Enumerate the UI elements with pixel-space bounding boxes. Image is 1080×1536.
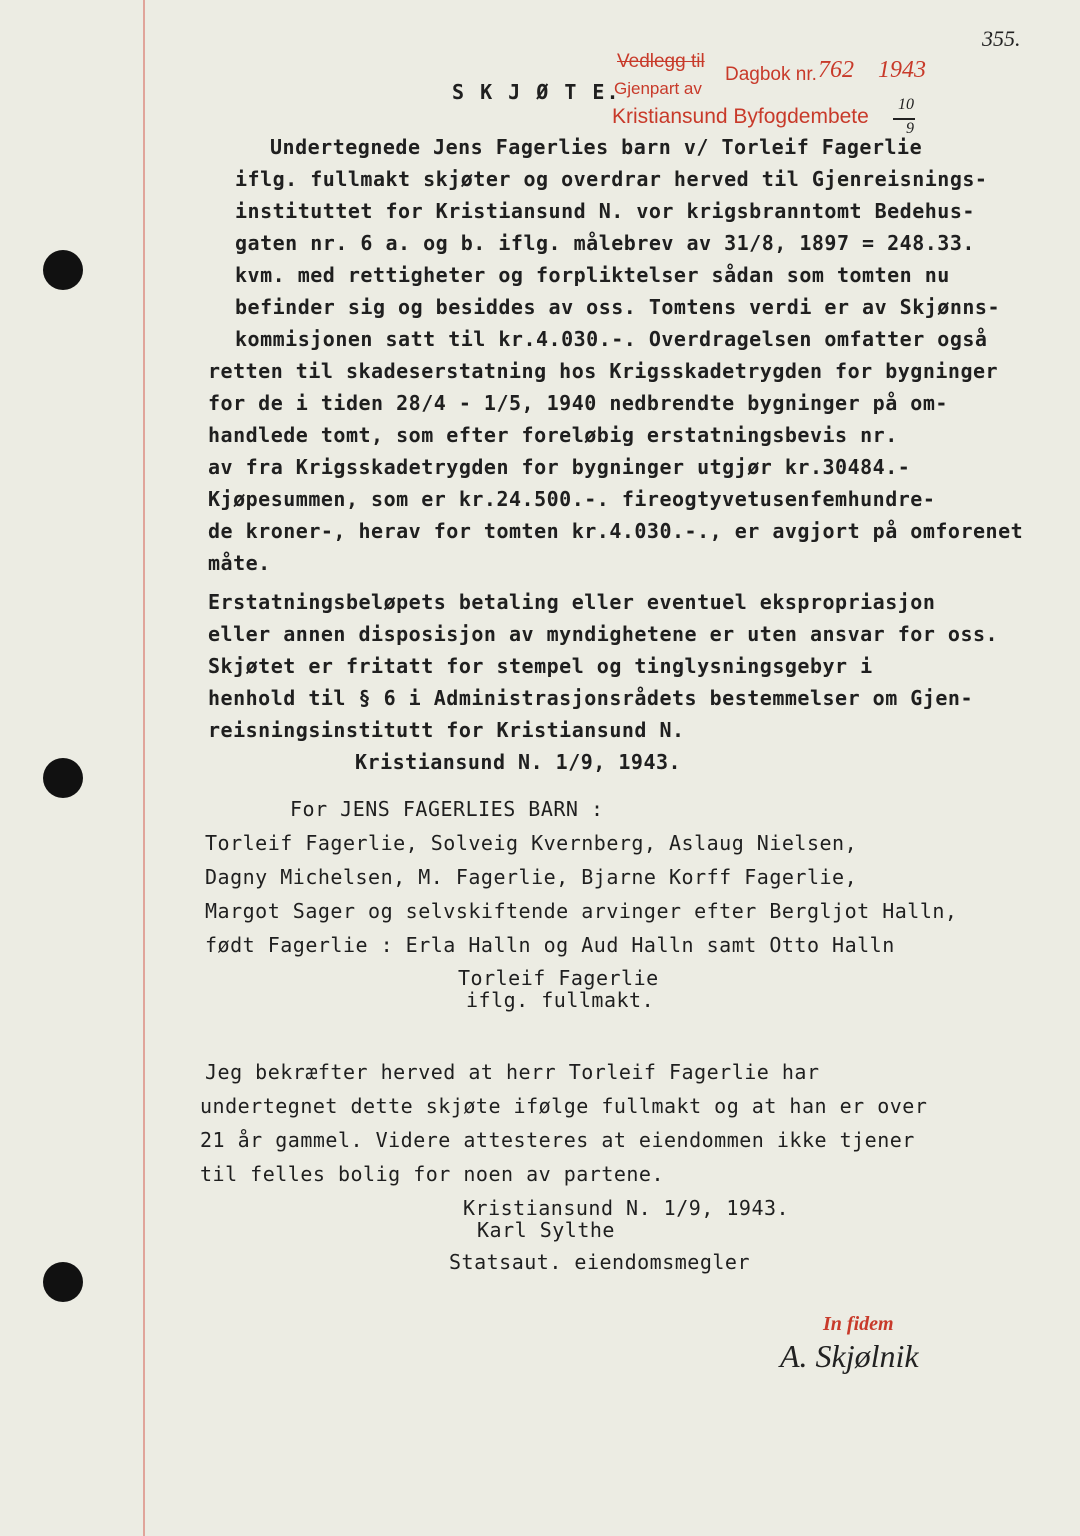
signers-line: Margot Sager og selvskiftende arvinger efter Bergljot Halln, — [205, 899, 958, 923]
body-line: kommisjonen satt til kr.4.030.-. Overdragelsen omfatter også — [235, 327, 988, 351]
body-line: av fra Krigsskadetrygden for bygninger utgjør kr.30484.- — [208, 455, 911, 479]
body-line: kvm. med rettigheter og forpliktelser sådan som tomten nu — [235, 263, 950, 287]
attest-line: 21 år gammel. Videre attesteres at eiendommen ikke tjener — [200, 1128, 915, 1152]
signers-line: Torleif Fagerlie, Solveig Kvernberg, Aslaug Nielsen, — [205, 831, 858, 855]
closing-name: Karl Sylthe — [477, 1218, 615, 1242]
stamp-year: 1943 — [878, 57, 926, 83]
punch-hole — [43, 758, 83, 798]
signers-line: født Fagerlie : Erla Halln og Aud Halln samt Otto Halln — [205, 933, 895, 957]
in-fidem-stamp: In fidem — [823, 1313, 894, 1335]
page-number: 355. — [982, 26, 1021, 51]
body-line: retten til skadeserstatning hos Krigsskadetrygden for bygninger — [208, 359, 999, 383]
document-title: S K J Ø T E. — [452, 80, 621, 104]
signature-name: Torleif Fagerlie — [458, 966, 659, 990]
body-line: iflg. fullmakt skjøter og overdrar herved til Gjenreisnings- — [235, 167, 988, 191]
body-line: instituttet for Kristiansund N. vor krigsbranntomt Bedehus- — [235, 199, 975, 223]
punch-hole — [43, 250, 83, 290]
stamp-dagbok-number: 762 — [818, 57, 854, 83]
body-line: Kristiansund N. 1/9, 1943. — [355, 750, 682, 774]
body-line: måte. — [208, 551, 271, 575]
signers-line: Dagny Michelsen, M. Fagerlie, Bjarne Korff Fagerlie, — [205, 865, 858, 889]
signers-heading: For JENS FAGERLIES BARN : — [290, 797, 604, 821]
body-line: handlede tomt, som efter foreløbig erstatningsbevis nr. — [208, 423, 898, 447]
stamp-office: Kristiansund Byfogdembete — [612, 105, 869, 128]
stamp-vedlegg: Vedlegg til — [617, 51, 705, 72]
stamp-date-month: 9 — [906, 120, 914, 137]
body-line: for de i tiden 28/4 - 1/5, 1940 nedbrendte bygninger på om- — [208, 391, 948, 415]
punch-hole — [43, 1262, 83, 1302]
body-line: gaten nr. 6 a. og b. iflg. målebrev av 31/8, 1897 = 248.33. — [235, 231, 975, 255]
attest-line: undertegnet dette skjøte ifølge fullmakt og at han er over — [200, 1094, 928, 1118]
closing-title: Statsaut. eiendomsmegler — [449, 1250, 750, 1274]
stamp-date-day: 10 — [898, 96, 914, 113]
body-line: de kroner-, herav for tomten kr.4.030.-., er avgjort på omforenet — [208, 519, 1024, 543]
stamp-dagbok-label: Dagbok nr. — [725, 64, 817, 85]
body-line: reisningsinstitutt for Kristiansund N. — [208, 718, 685, 742]
body-line: Undertegnede Jens Fagerlies barn v/ Torleif Fagerlie — [270, 135, 923, 159]
body-line: Skjøtet er fritatt for stempel og tinglysningsgebyr i — [208, 654, 873, 678]
closing-place-date: Kristiansund N. 1/9, 1943. — [463, 1196, 790, 1220]
margin-rule — [143, 0, 145, 1536]
attest-line: Jeg bekræfter herved at herr Torleif Fagerlie har — [205, 1060, 820, 1084]
body-line: henhold til § 6 i Administrasjonsrådets bestemmelser om Gjen- — [208, 686, 974, 710]
attest-line: til felles bolig for noen av partene. — [200, 1162, 665, 1186]
signature-capacity: iflg. fullmakt. — [466, 988, 655, 1012]
stamp-gjenpart: Gjenpart av — [614, 79, 702, 98]
body-line: eller annen disposisjon av myndighetene er uten ansvar for oss. — [208, 622, 999, 646]
body-line: Kjøpesummen, som er kr.24.500.-. fireogtyvetusenfemhundre- — [208, 487, 936, 511]
body-line: Erstatningsbeløpets betaling eller eventuel ekspropriasjon — [208, 590, 936, 614]
stamp-date-fraction-bar — [893, 118, 915, 120]
handwritten-signature: A. Skjølnik — [780, 1338, 919, 1374]
body-line: befinder sig og besiddes av oss. Tomtens verdi er av Skjønns- — [235, 295, 1001, 319]
